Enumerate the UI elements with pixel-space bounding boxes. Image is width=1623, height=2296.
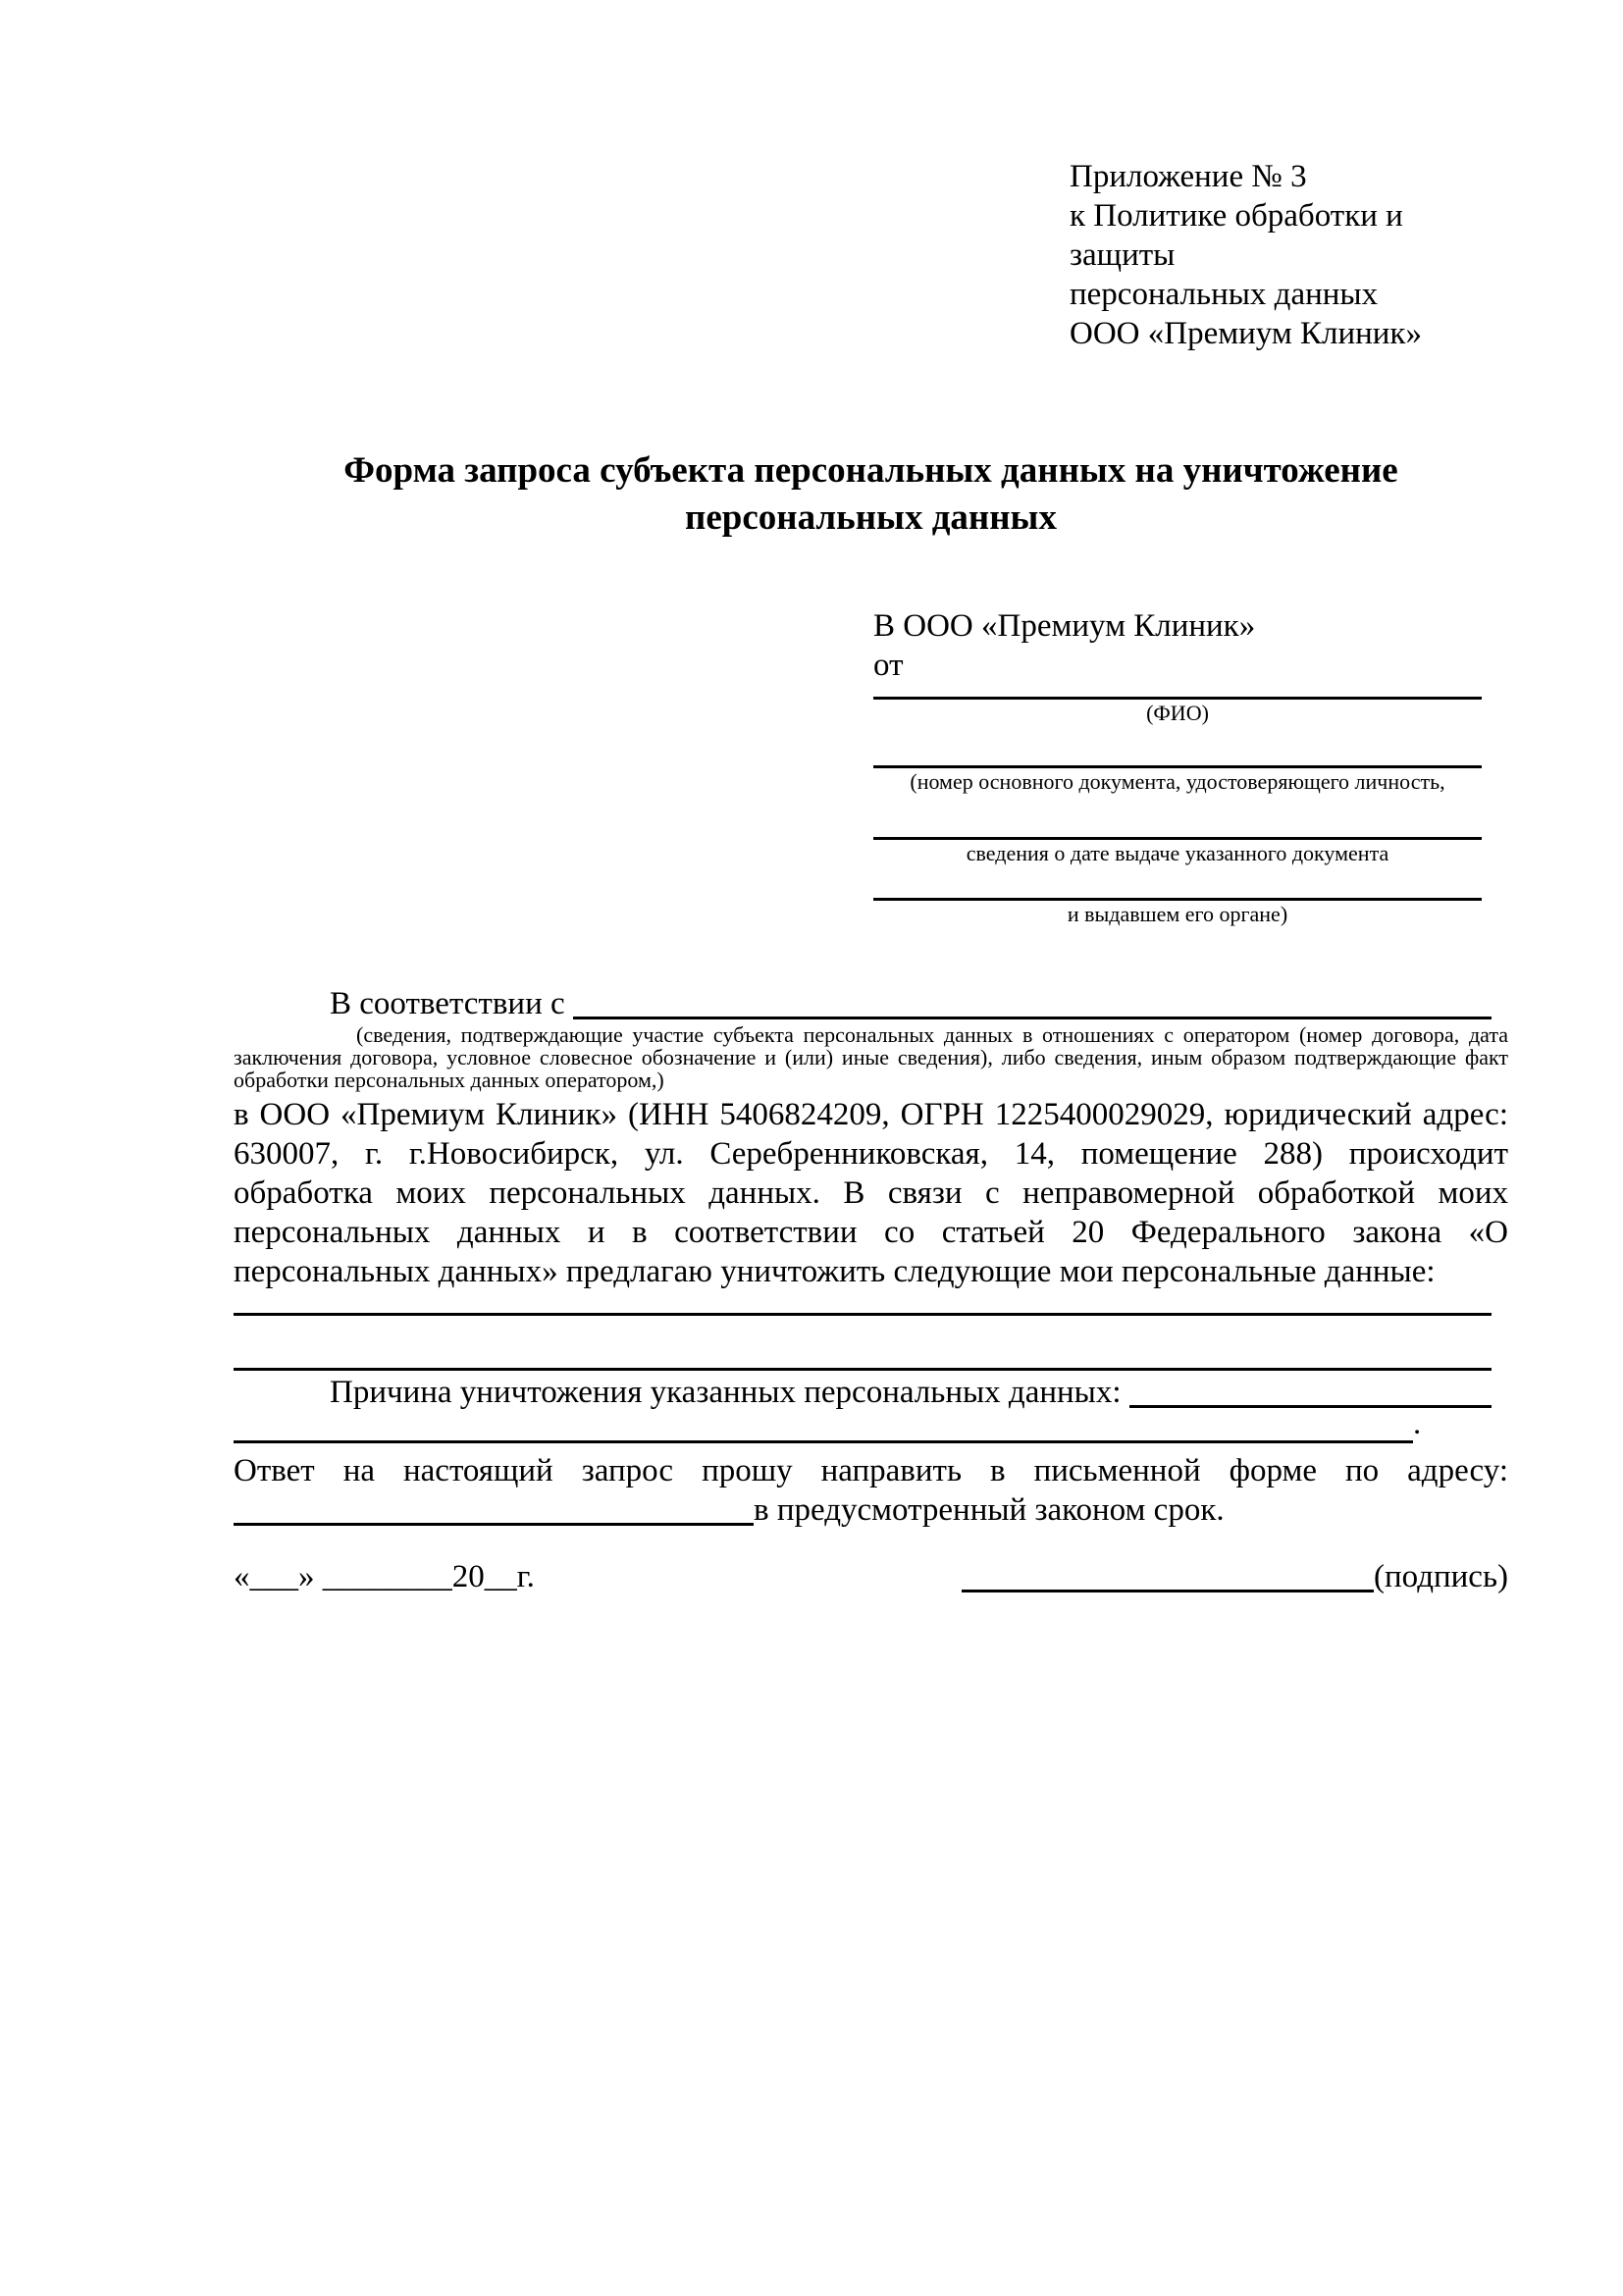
issue-date-blank-line [873, 796, 1482, 840]
signature-caption: (подпись) [1374, 1559, 1508, 1594]
reason-row [234, 1373, 1508, 1412]
body-paragraph [234, 1095, 1508, 1291]
reason-continuation-row [234, 1406, 1508, 1443]
address-blank-line [234, 1523, 754, 1526]
appendix-number: Приложение № 3 [1070, 159, 1307, 194]
data-blank-line-2 [234, 1316, 1492, 1371]
explanatory-note [234, 1023, 1508, 1091]
reason-lead: Причина уничтожения указанных персональных данных: [330, 1375, 1129, 1410]
body-line: 630007, г. г.Новосибирск, ул. Серебренниковская, 14, помещение 288) происходит [234, 1136, 1508, 1172]
accordance-row [234, 984, 1508, 1023]
note-line: обработки персональных данных оператором,) [234, 1068, 664, 1092]
fio-caption: (ФИО) [1146, 701, 1209, 725]
body-line: персональных данных и в соответствии со статьей 20 Федерального закона «О [234, 1215, 1508, 1250]
body-line: обработка моих персональных данных. В связи с неправомерной обработкой моих [234, 1175, 1508, 1211]
page-title [234, 447, 1508, 542]
reason-period: . [1413, 1406, 1422, 1441]
answer-line1: Ответ на настоящий запрос прошу направить в письменной форме по адресу: [234, 1453, 1508, 1488]
appendix-policy-line2: персональных данных [1070, 277, 1379, 312]
signing-row [234, 1557, 1508, 1596]
note-line: заключения договора, условное словесное обозначение и (или) иные сведения), либо сведения, иным образом подтверждающие факт [234, 1045, 1508, 1070]
fio-blank-line [873, 685, 1482, 700]
page-title-line2: персональных данных [685, 497, 1057, 538]
note-line: (сведения, подтверждающие участие субъекта персональных данных в отношениях с оператором (номер договора, дата [356, 1022, 1508, 1047]
date-blank: «___» ________20__г. [234, 1559, 535, 1594]
accordance-lead: В соответствии с [330, 986, 573, 1021]
appendix-policy-line: к Политике обработки и защиты [1070, 198, 1403, 273]
appendix-company: ООО «Премиум Клиник» [1070, 316, 1422, 351]
accordance-blank-line [573, 1017, 1492, 1019]
document-number-caption: (номер основного документа, удостоверяющего личность, [910, 769, 1445, 794]
addressee-from: от [873, 648, 904, 683]
issuing-authority-caption: и выдавшем его органе) [1067, 902, 1288, 926]
reason-blank-line [1129, 1405, 1492, 1408]
data-blank-line-1 [234, 1291, 1492, 1316]
signature-blank-line [962, 1590, 1374, 1592]
addressee-to: В ООО «Премиум Клиник» [873, 608, 1256, 644]
body-line: в ООО «Премиум Клиник» (ИНН 5406824209, ОГРН 1225400029029, юридический адрес: [234, 1097, 1508, 1132]
body-line: персональных данных» предлагаю уничтожить следующие мои персональные данные: [234, 1254, 1436, 1289]
answer-term-text: в предусмотренный законом срок. [754, 1492, 1225, 1528]
appendix-header [1070, 157, 1508, 353]
page-title-line1: Форма запроса субъекта персональных данных на уничтожение [343, 450, 1398, 491]
addressee-block [873, 606, 1482, 928]
document-number-blank-line [873, 727, 1482, 768]
answer-line2 [234, 1490, 1508, 1530]
reason-blank-line-2 [234, 1412, 1413, 1443]
issue-date-caption: сведения о дате выдаче указанного документа [966, 841, 1389, 865]
issuing-authority-blank-line [873, 867, 1482, 901]
signature-group [962, 1557, 1508, 1596]
